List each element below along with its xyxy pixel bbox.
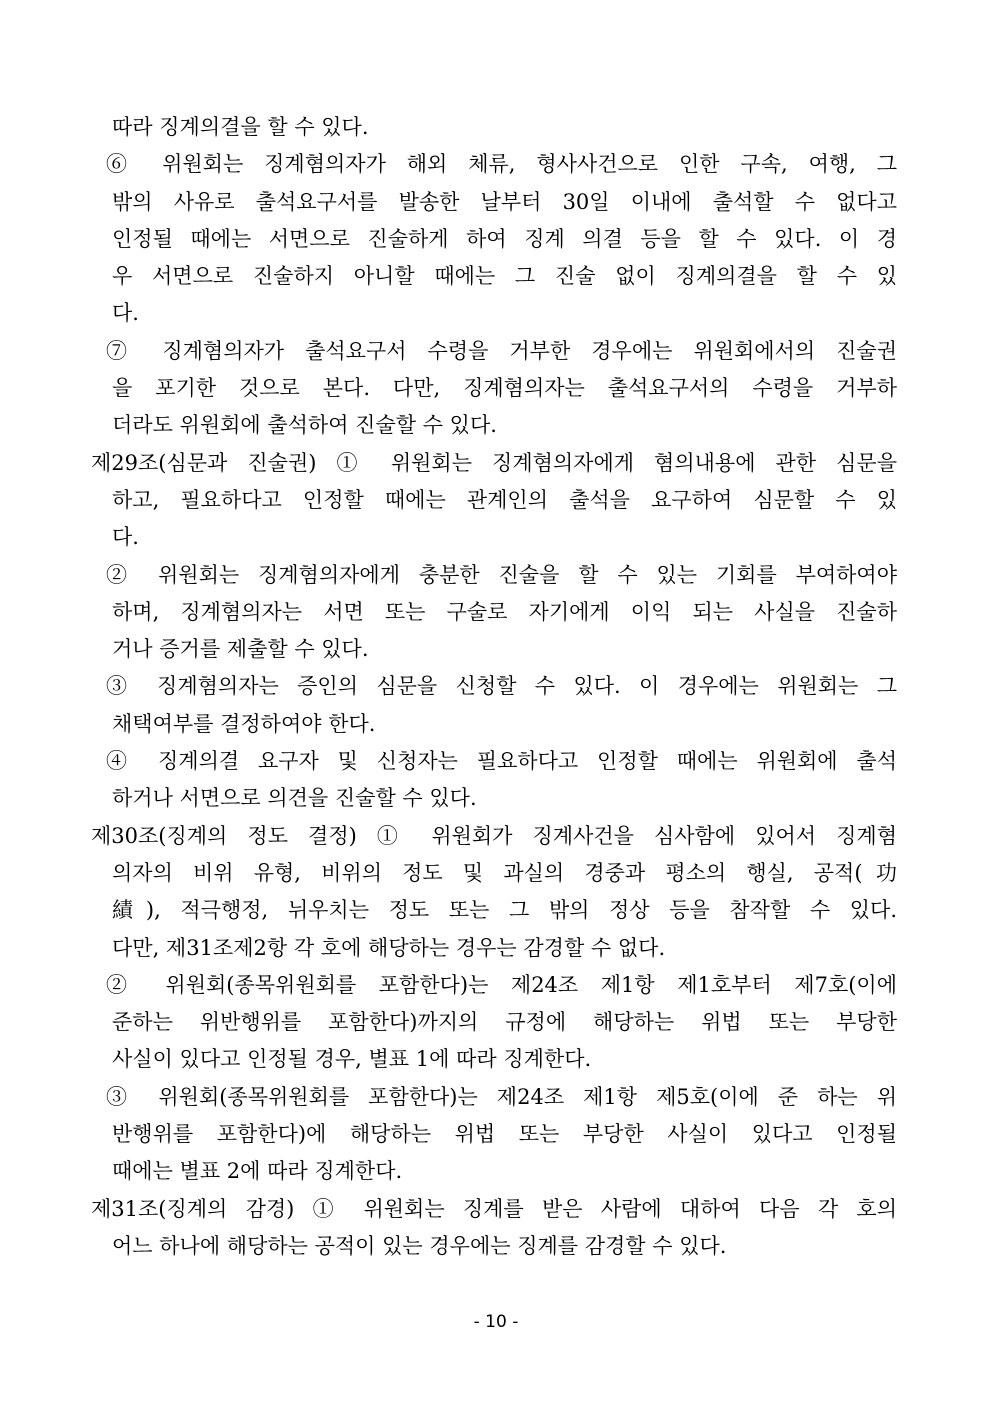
text-line: ③ 징계혐의자는 증인의 심문을 신청할 수 있다. 이 경우에는 위원회는 그 xyxy=(106,674,897,699)
text-line: ④ 징계의결 요구자 및 신청자는 필요하다고 인정할 때에는 위원회에 출석 xyxy=(106,749,897,774)
text-line: 다. xyxy=(112,301,139,326)
text-line: 반행위를 포함한다)에 해당하는 위법 또는 부당한 사실이 있다고 인정될 xyxy=(112,1122,897,1147)
text-line: 준하는 위반행위를 포함한다)까지의 규정에 해당하는 위법 또는 부당한 xyxy=(112,1010,897,1035)
text-line: 을 포기한 것으로 본다. 다만, 징계혐의자는 출석요구서의 수령을 거부하 xyxy=(112,376,897,401)
text-line: 채택여부를 결정하여야 한다. xyxy=(112,711,376,736)
text-line: 어느 하나에 해당하는 공적이 있는 경우에는 징계를 감경할 수 있다. xyxy=(112,1233,727,1258)
text-line: ⑦ 징계혐의자가 출석요구서 수령을 거부한 경우에는 위원회에서의 진술권 xyxy=(106,338,897,363)
text-line: 제31조(징계의 감경) ① 위원회는 징계를 받은 사람에 대하여 다음 각 호의 xyxy=(91,1196,897,1221)
text-line: 인정될 때에는 서면으로 진술하게 하여 징계 의결 등을 할 수 있다. 이 경 xyxy=(112,226,897,251)
text-line: 사실이 있다고 인정될 경우, 별표 1에 따라 징계한다. xyxy=(112,1047,592,1072)
text-line: ② 위원회는 징계혐의자에게 충분한 진술을 할 수 있는 기회를 부여하여야 xyxy=(106,562,897,587)
document-body xyxy=(91,109,897,1265)
text-line: 우 서면으로 진술하지 아니할 때에는 그 진술 없이 징계의결을 할 수 있 xyxy=(112,264,897,289)
text-line: ⑥ 위원회는 징계혐의자가 해외 체류, 형사사건으로 인한 구속, 여행, 그 xyxy=(106,152,897,177)
text-line: 의자의 비위 유형, 비위의 정도 및 과실의 경중과 평소의 행실, 공적(功 xyxy=(112,860,897,885)
text-line: 하고, 필요하다고 인정할 때에는 관계인의 출석을 요구하여 심문할 수 있 xyxy=(112,487,897,512)
text-line: 때에는 별표 2에 따라 징계한다. xyxy=(112,1159,403,1184)
text-line: 績), 적극행정, 뉘우치는 정도 또는 그 밖의 정상 등을 참작할 수 있다. xyxy=(112,898,897,923)
text-line: ③ 위원회(종목위원회를 포함한다)는 제24조 제1항 제5호(이에 준 하는 위 xyxy=(106,1084,897,1109)
text-line: ② 위원회(종목위원회를 포함한다)는 제24조 제1항 제1호부터 제7호(이에 xyxy=(106,972,897,997)
text-line: 제30조(징계의 정도 결정) ① 위원회가 징계사건을 심사함에 있어서 징계혐 xyxy=(91,823,897,848)
text-line: 하거나 서면으로 의견을 진술할 수 있다. xyxy=(112,786,477,811)
text-line: 하며, 징계혐의자는 서면 또는 구술로 자기에게 이익 되는 사실을 진술하 xyxy=(112,599,897,624)
text-line: 다만, 제31조제2항 각 호에 해당하는 경우는 감경할 수 없다. xyxy=(112,935,666,960)
text-line: 밖의 사유로 출석요구서를 발송한 날부터 30일 이내에 출석할 수 없다고 xyxy=(112,189,897,214)
text-line: 거나 증거를 제출할 수 있다. xyxy=(112,637,369,662)
text-line: 따라 징계의결을 할 수 있다. xyxy=(112,115,369,139)
text-line: 더라도 위원회에 출석하여 진술할 수 있다. xyxy=(112,413,497,438)
text-line: 다. xyxy=(112,525,139,550)
text-line: 제29조(심문과 진술권) ① 위원회는 징계혐의자에게 혐의내용에 관한 심문을 xyxy=(91,450,897,475)
page-number: - 10 - xyxy=(473,1312,519,1332)
